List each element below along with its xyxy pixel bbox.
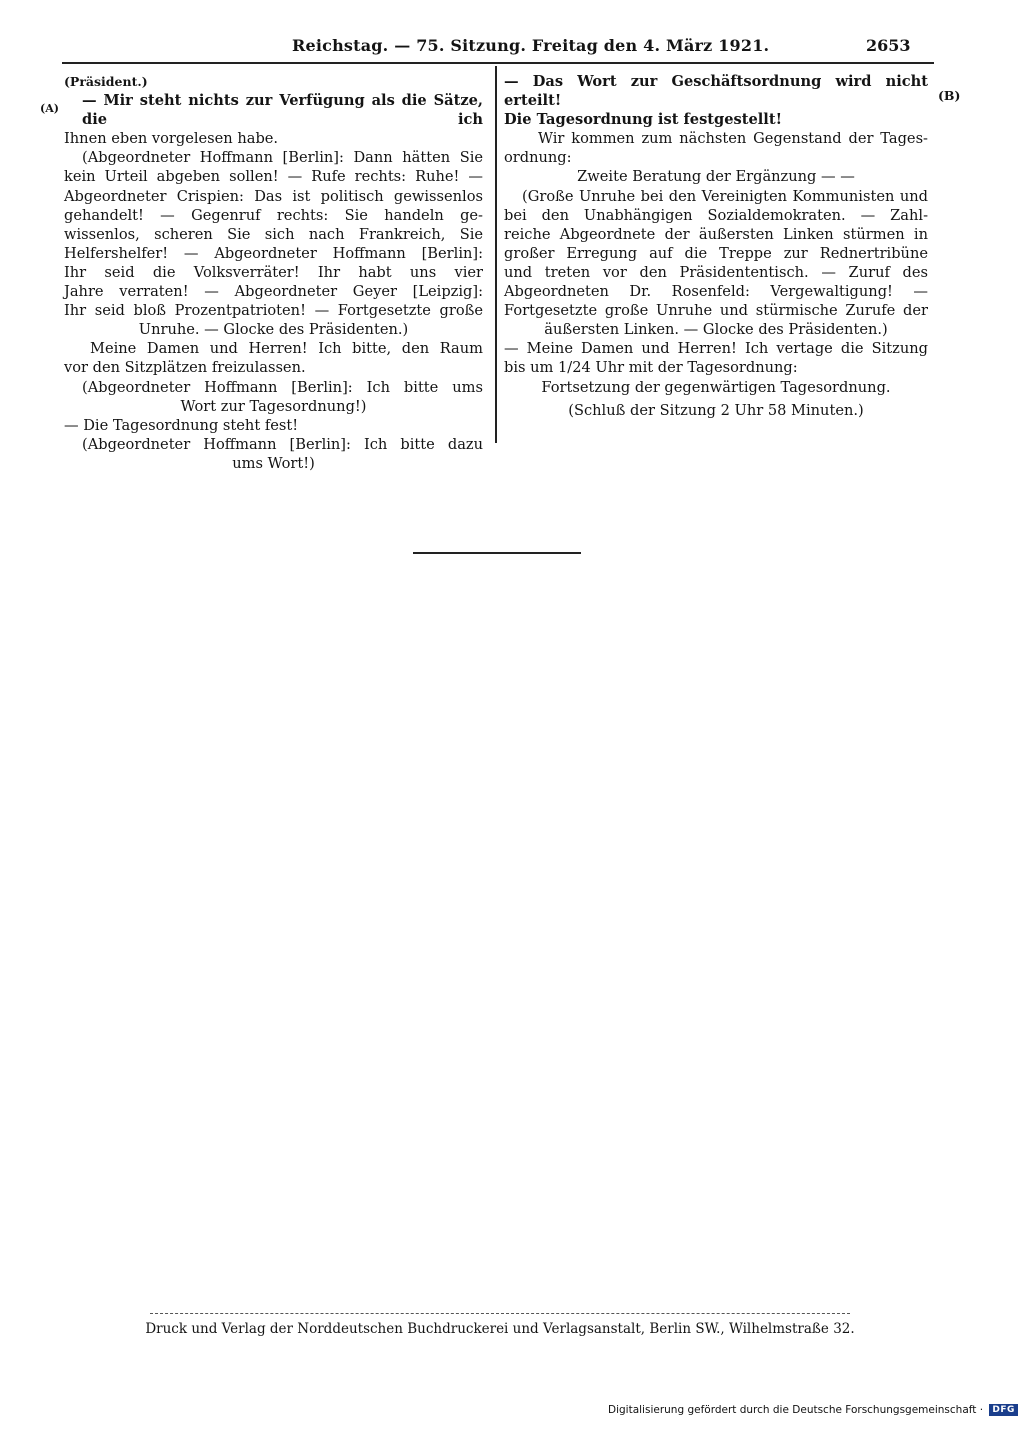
dfg-logo-icon: DFG: [989, 1404, 1018, 1416]
section-end-rule: [413, 552, 581, 554]
margin-mark-b: (B): [938, 88, 961, 103]
text-line: — Das Wort zur Geschäftsordnung wird nicht erteilt!: [504, 73, 928, 110]
text-line: wissenlos, scheren Sie sich nach Frankreich, Sie: [64, 225, 483, 243]
text-line: bis um 1/24 Uhr mit der Tagesordnung:: [504, 359, 798, 377]
text-line: — Mir steht nichts zur Verfügung als die Sätze, die ich: [82, 92, 483, 129]
digitization-note: [608, 1404, 1018, 1416]
text-line: reiche Abgeordnete der äußersten Linken stürmen in: [504, 225, 928, 243]
text-line: Ihr seid bloß Prozentpatrioten! — Fortgesetzte große: [64, 302, 483, 320]
text-line: äußersten Linken. — Glocke des Präsidenten.): [544, 321, 888, 339]
text-line: Die Tagesordnung ist festgestellt!: [504, 111, 783, 129]
text-line: Fortgesetzte große Unruhe und stürmische Zurufe der: [504, 302, 928, 320]
speaker-label: (Präsident.): [64, 74, 148, 89]
text-line: (Abgeordneter Hoffmann [Berlin]: Ich bitte ums: [82, 378, 483, 396]
text-line: und treten vor den Präsidententisch. — Zuruf des: [504, 263, 928, 281]
text-line: gehandelt! — Gegenruf rechts: Sie handeln ge-: [64, 206, 483, 224]
text-line: — Die Tagesordnung steht fest!: [64, 416, 299, 434]
text-line: Jahre verraten! — Abgeordneter Geyer [Leipzig]:: [64, 283, 483, 301]
text-line: großer Erregung auf die Treppe zur Rednertribüne: [504, 244, 928, 262]
margin-mark-a: (A): [40, 102, 59, 115]
agenda-item: Zweite Beratung der Ergänzung — —: [577, 168, 855, 186]
text-line: kein Urteil abgeben sollen! — Rufe rechts: Ruhe! —: [64, 168, 483, 186]
printer-imprint: Druck und Verlag der Norddeutschen Buchdruckerei und Verlagsanstalt, Berlin SW., Wilhelmstraße 32.: [145, 1321, 855, 1337]
text-line: ums Wort!): [232, 454, 315, 472]
text-line: (Abgeordneter Hoffmann [Berlin]: Dann hätten Sie: [82, 149, 483, 167]
text-line: (Große Unruhe bei den Vereinigten Kommunisten und: [522, 187, 928, 205]
text-line: Wir kommen zum nächsten Gegenstand der Tages-: [538, 130, 928, 148]
text-line: Abgeordneten Dr. Rosenfeld: Vergewaltigung! —: [504, 283, 928, 301]
text-line: Ihnen eben vorgelesen habe.: [64, 130, 279, 148]
left-column: [64, 72, 483, 473]
running-header: Reichstag. — 75. Sitzung. Freitag den 4. März 1921.: [292, 36, 770, 55]
footer-rule: [150, 1313, 850, 1314]
text-line: Unruhe. — Glocke des Präsidenten.): [138, 321, 409, 339]
text-line: bei den Unabhängigen Sozialdemokraten. — Zahl-: [504, 206, 928, 224]
text-line: Ihr seid die Volksverräter! Ihr habt uns vier: [64, 263, 483, 281]
text-line: Abgeordneter Crispien: Das ist politisch gewissenlos: [64, 187, 483, 205]
text-line: vor den Sitzplätzen freizulassen.: [64, 359, 306, 377]
page-number: 2653: [866, 36, 911, 55]
right-column: [504, 72, 928, 420]
agenda-item: Fortsetzung der gegenwärtigen Tagesordnung.: [541, 378, 891, 396]
header-rule: [62, 62, 934, 64]
text-line: Helfershelfer! — Abgeordneter Hoffmann [Berlin]:: [64, 244, 483, 262]
session-close-note: (Schluß der Sitzung 2 Uhr 58 Minuten.): [568, 401, 864, 419]
text-line: Wort zur Tagesordnung!): [180, 397, 367, 415]
text-line: — Meine Damen und Herren! Ich vertage die Sitzung: [504, 340, 928, 358]
text-line: (Abgeordneter Hoffmann [Berlin]: Ich bitte dazu: [82, 435, 483, 453]
text-line: ordnung:: [504, 149, 572, 167]
digitization-text: Digitalisierung gefördert durch die Deutsche Forschungsgemeinschaft ·: [608, 1404, 984, 1416]
column-divider: [495, 66, 497, 443]
text-line: Meine Damen und Herren! Ich bitte, den Raum: [90, 340, 483, 358]
